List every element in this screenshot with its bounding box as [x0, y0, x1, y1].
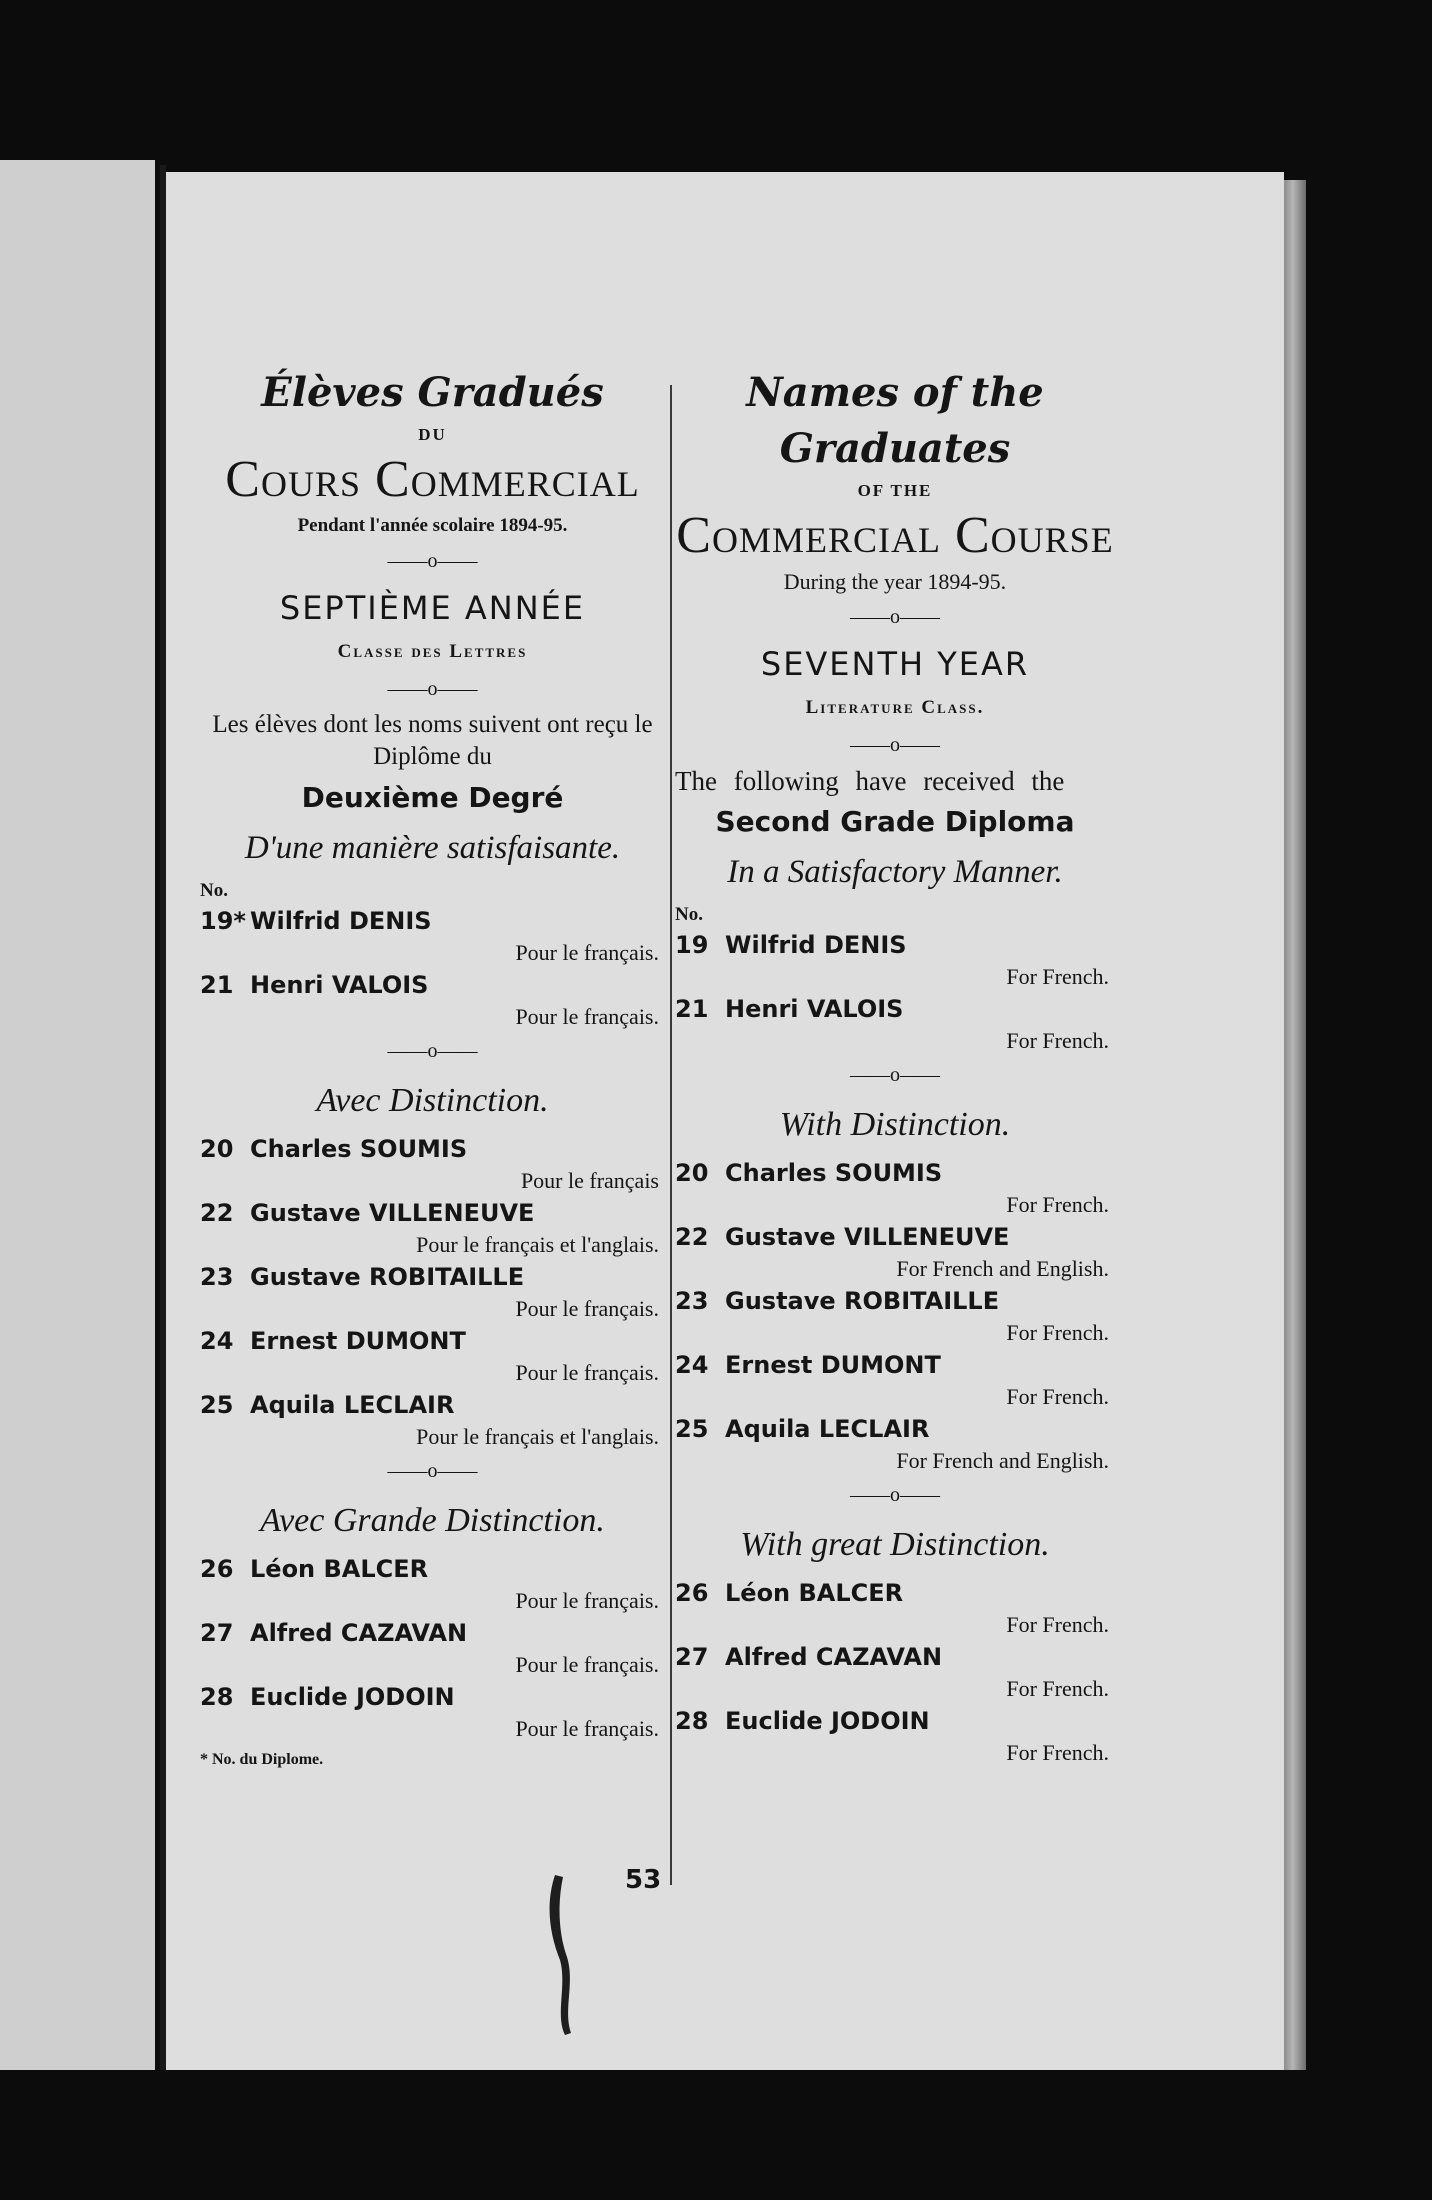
english-satisfactory-list [675, 927, 1115, 1055]
diploma-number: 20 [200, 1135, 234, 1163]
diploma-number: 27 [200, 1619, 234, 1647]
student-entry [200, 1387, 665, 1451]
student-entry [200, 1131, 665, 1195]
diploma-number: 26 [675, 1579, 709, 1607]
french-distinction-list [200, 1131, 665, 1451]
english-of-the: OF THE [857, 481, 933, 500]
subject-note: Pour le français. [515, 1004, 659, 1029]
student-entry [675, 927, 1115, 991]
diploma-number: 25 [200, 1391, 234, 1419]
student-line [200, 967, 665, 1003]
student-entry [675, 991, 1115, 1055]
french-level-heading: SEPTIÈME ANNÉE [279, 589, 586, 627]
english-great-distinction-list [675, 1575, 1115, 1767]
student-name: Gustave ROBITAILLE [250, 1263, 525, 1291]
english-class-name: Literature Class. [805, 697, 985, 718]
subject-note: For French. [1006, 1192, 1109, 1217]
student-entry [200, 1259, 665, 1323]
french-school-year: Pendant l'année scolaire 1894-95. [297, 515, 568, 536]
student-name: Euclide JODOIN [725, 1707, 930, 1735]
student-name: Gustave VILLENEUVE [250, 1199, 535, 1227]
french-satisfactory-heading: D'une manière satisfaisante. [244, 830, 621, 866]
english-number-label: No. [675, 904, 703, 925]
student-line [675, 991, 1115, 1027]
student-line [200, 903, 665, 939]
subject-note: For French. [1006, 1612, 1109, 1637]
subject-note: Pour le français. [515, 940, 659, 965]
subject-note: Pour le français et l'anglais. [416, 1232, 659, 1257]
student-entry [675, 1639, 1115, 1703]
separator: ——o—— [850, 1064, 940, 1086]
student-name: Gustave ROBITAILLE [725, 1287, 1000, 1315]
english-intro-text: The following have received the [675, 766, 1065, 796]
separator: ——o—— [387, 550, 478, 572]
ink-smudge-mark [525, 1865, 595, 2045]
student-entry [675, 1575, 1115, 1639]
english-degree: Second Grade Diploma [715, 805, 1075, 838]
english-title: Names of the Graduates [746, 369, 1044, 472]
english-course-name: Commercial Course [676, 507, 1114, 564]
french-du: DU [418, 425, 447, 444]
student-name: Henri VALOIS [250, 971, 429, 999]
student-line [675, 1283, 1115, 1319]
french-column [200, 365, 665, 1769]
student-name: Ernest DUMONT [725, 1351, 941, 1379]
subject-note: Pour le français. [515, 1652, 659, 1677]
french-great-distinction-list [200, 1551, 665, 1743]
student-name: Léon BALCER [250, 1555, 429, 1583]
diploma-number: 26 [200, 1555, 234, 1583]
diploma-number: 19 [675, 931, 709, 959]
student-name: Charles SOUMIS [725, 1159, 943, 1187]
student-line [200, 1387, 665, 1423]
diploma-number: 21 [675, 995, 709, 1023]
french-course-name: Cours Commercial [225, 451, 640, 508]
diploma-number: 28 [675, 1707, 709, 1735]
french-distinction-heading: Avec Distinction. [316, 1082, 549, 1119]
student-entry [675, 1155, 1115, 1219]
student-line [675, 1219, 1115, 1255]
english-school-year: During the year 1894-95. [783, 569, 1007, 594]
french-number-label: No. [200, 880, 228, 901]
student-name: Wilfrid DENIS [725, 931, 907, 959]
student-name: Aquila LECLAIR [250, 1391, 455, 1419]
diploma-number: 24 [675, 1351, 709, 1379]
student-line [200, 1259, 665, 1295]
diploma-number: 21 [200, 971, 234, 999]
student-line [675, 1347, 1115, 1383]
student-line [200, 1551, 665, 1587]
diploma-number: 23 [675, 1287, 709, 1315]
subject-note: For French. [1006, 1676, 1109, 1701]
french-footnote: * No. du Diplome. [200, 1751, 324, 1768]
subject-note: Pour le français. [515, 1588, 659, 1613]
column-divider [670, 385, 672, 1885]
french-title: Élèves Gradués [261, 369, 604, 416]
french-satisfactory-list [200, 903, 665, 1031]
subject-note: Pour le français. [515, 1360, 659, 1385]
student-entry [675, 1283, 1115, 1347]
student-entry [675, 1219, 1115, 1283]
english-distinction-list [675, 1155, 1115, 1475]
student-name: Léon BALCER [725, 1579, 904, 1607]
separator: ——o—— [387, 1040, 478, 1062]
student-line [675, 1639, 1115, 1675]
subject-note: For French. [1006, 964, 1109, 989]
student-name: Gustave VILLENEUVE [725, 1223, 1010, 1251]
english-great-distinction-heading: With great Distinction. [740, 1526, 1050, 1563]
diploma-number: 27 [675, 1643, 709, 1671]
english-level-heading: SEVENTH YEAR [760, 645, 1030, 683]
student-line [200, 1615, 665, 1651]
separator: ——o—— [850, 734, 940, 756]
student-name: Ernest DUMONT [250, 1327, 466, 1355]
student-entry [200, 903, 665, 967]
student-name: Alfred CAZAVAN [250, 1619, 468, 1647]
student-name: Henri VALOIS [725, 995, 904, 1023]
page-stack-edge [1284, 180, 1306, 2070]
student-name: Wilfrid DENIS [250, 907, 432, 935]
student-name: Aquila LECLAIR [725, 1415, 930, 1443]
subject-note: For French and English. [896, 1448, 1109, 1473]
diploma-number: 22 [675, 1223, 709, 1251]
english-satisfactory-heading: In a Satisfactory Manner. [727, 854, 1063, 890]
english-column [675, 365, 1115, 1767]
subject-note: For French and English. [896, 1256, 1109, 1281]
facing-page-edge [0, 160, 155, 2070]
student-line [675, 1411, 1115, 1447]
subject-note: For French. [1006, 1320, 1109, 1345]
diploma-number: 23 [200, 1263, 234, 1291]
student-entry [675, 1411, 1115, 1475]
separator: ——o—— [387, 678, 478, 700]
french-great-distinction-heading: Avec Grande Distinction. [260, 1502, 605, 1539]
student-entry [200, 1615, 665, 1679]
student-line [675, 1155, 1115, 1191]
separator: ——o—— [850, 1484, 940, 1506]
student-name: Euclide JODOIN [250, 1683, 455, 1711]
diploma-number: 24 [200, 1327, 234, 1355]
student-line [200, 1323, 665, 1359]
subject-note: Pour le français. [515, 1296, 659, 1321]
student-line [675, 1575, 1115, 1611]
diploma-number: 25 [675, 1415, 709, 1443]
student-line [200, 1195, 665, 1231]
student-entry [200, 1323, 665, 1387]
student-entry [200, 1195, 665, 1259]
french-degree: Deuxième Degré [301, 781, 564, 814]
page-number: 53 [625, 1865, 662, 1895]
student-entry [675, 1703, 1115, 1767]
student-entry [675, 1347, 1115, 1411]
subject-note: Pour le français et l'anglais. [416, 1424, 659, 1449]
english-distinction-heading: With Distinction. [779, 1106, 1011, 1143]
diploma-number: 28 [200, 1683, 234, 1711]
student-line [675, 1703, 1115, 1739]
subject-note: For French. [1006, 1384, 1109, 1409]
student-line [675, 927, 1115, 963]
diploma-number: 22 [200, 1199, 234, 1227]
subject-note: Pour le français [520, 1168, 659, 1193]
diploma-number: 20 [675, 1159, 709, 1187]
student-entry [200, 967, 665, 1031]
subject-note: For French. [1006, 1028, 1109, 1053]
french-class-name: Classe des Lettres [337, 641, 528, 662]
student-entry [200, 1679, 665, 1743]
student-name: Charles SOUMIS [250, 1135, 468, 1163]
diploma-number: 19* [200, 907, 246, 935]
student-entry [200, 1551, 665, 1615]
student-line [200, 1131, 665, 1167]
student-name: Alfred CAZAVAN [725, 1643, 943, 1671]
student-line [200, 1679, 665, 1715]
subject-note: Pour le français. [515, 1716, 659, 1741]
separator: ——o—— [850, 606, 940, 628]
subject-note: For French. [1006, 1740, 1109, 1765]
separator: ——o—— [387, 1460, 478, 1482]
french-intro-text: Les élèves dont les noms suivent ont reçu le Diplôme du [212, 711, 653, 770]
